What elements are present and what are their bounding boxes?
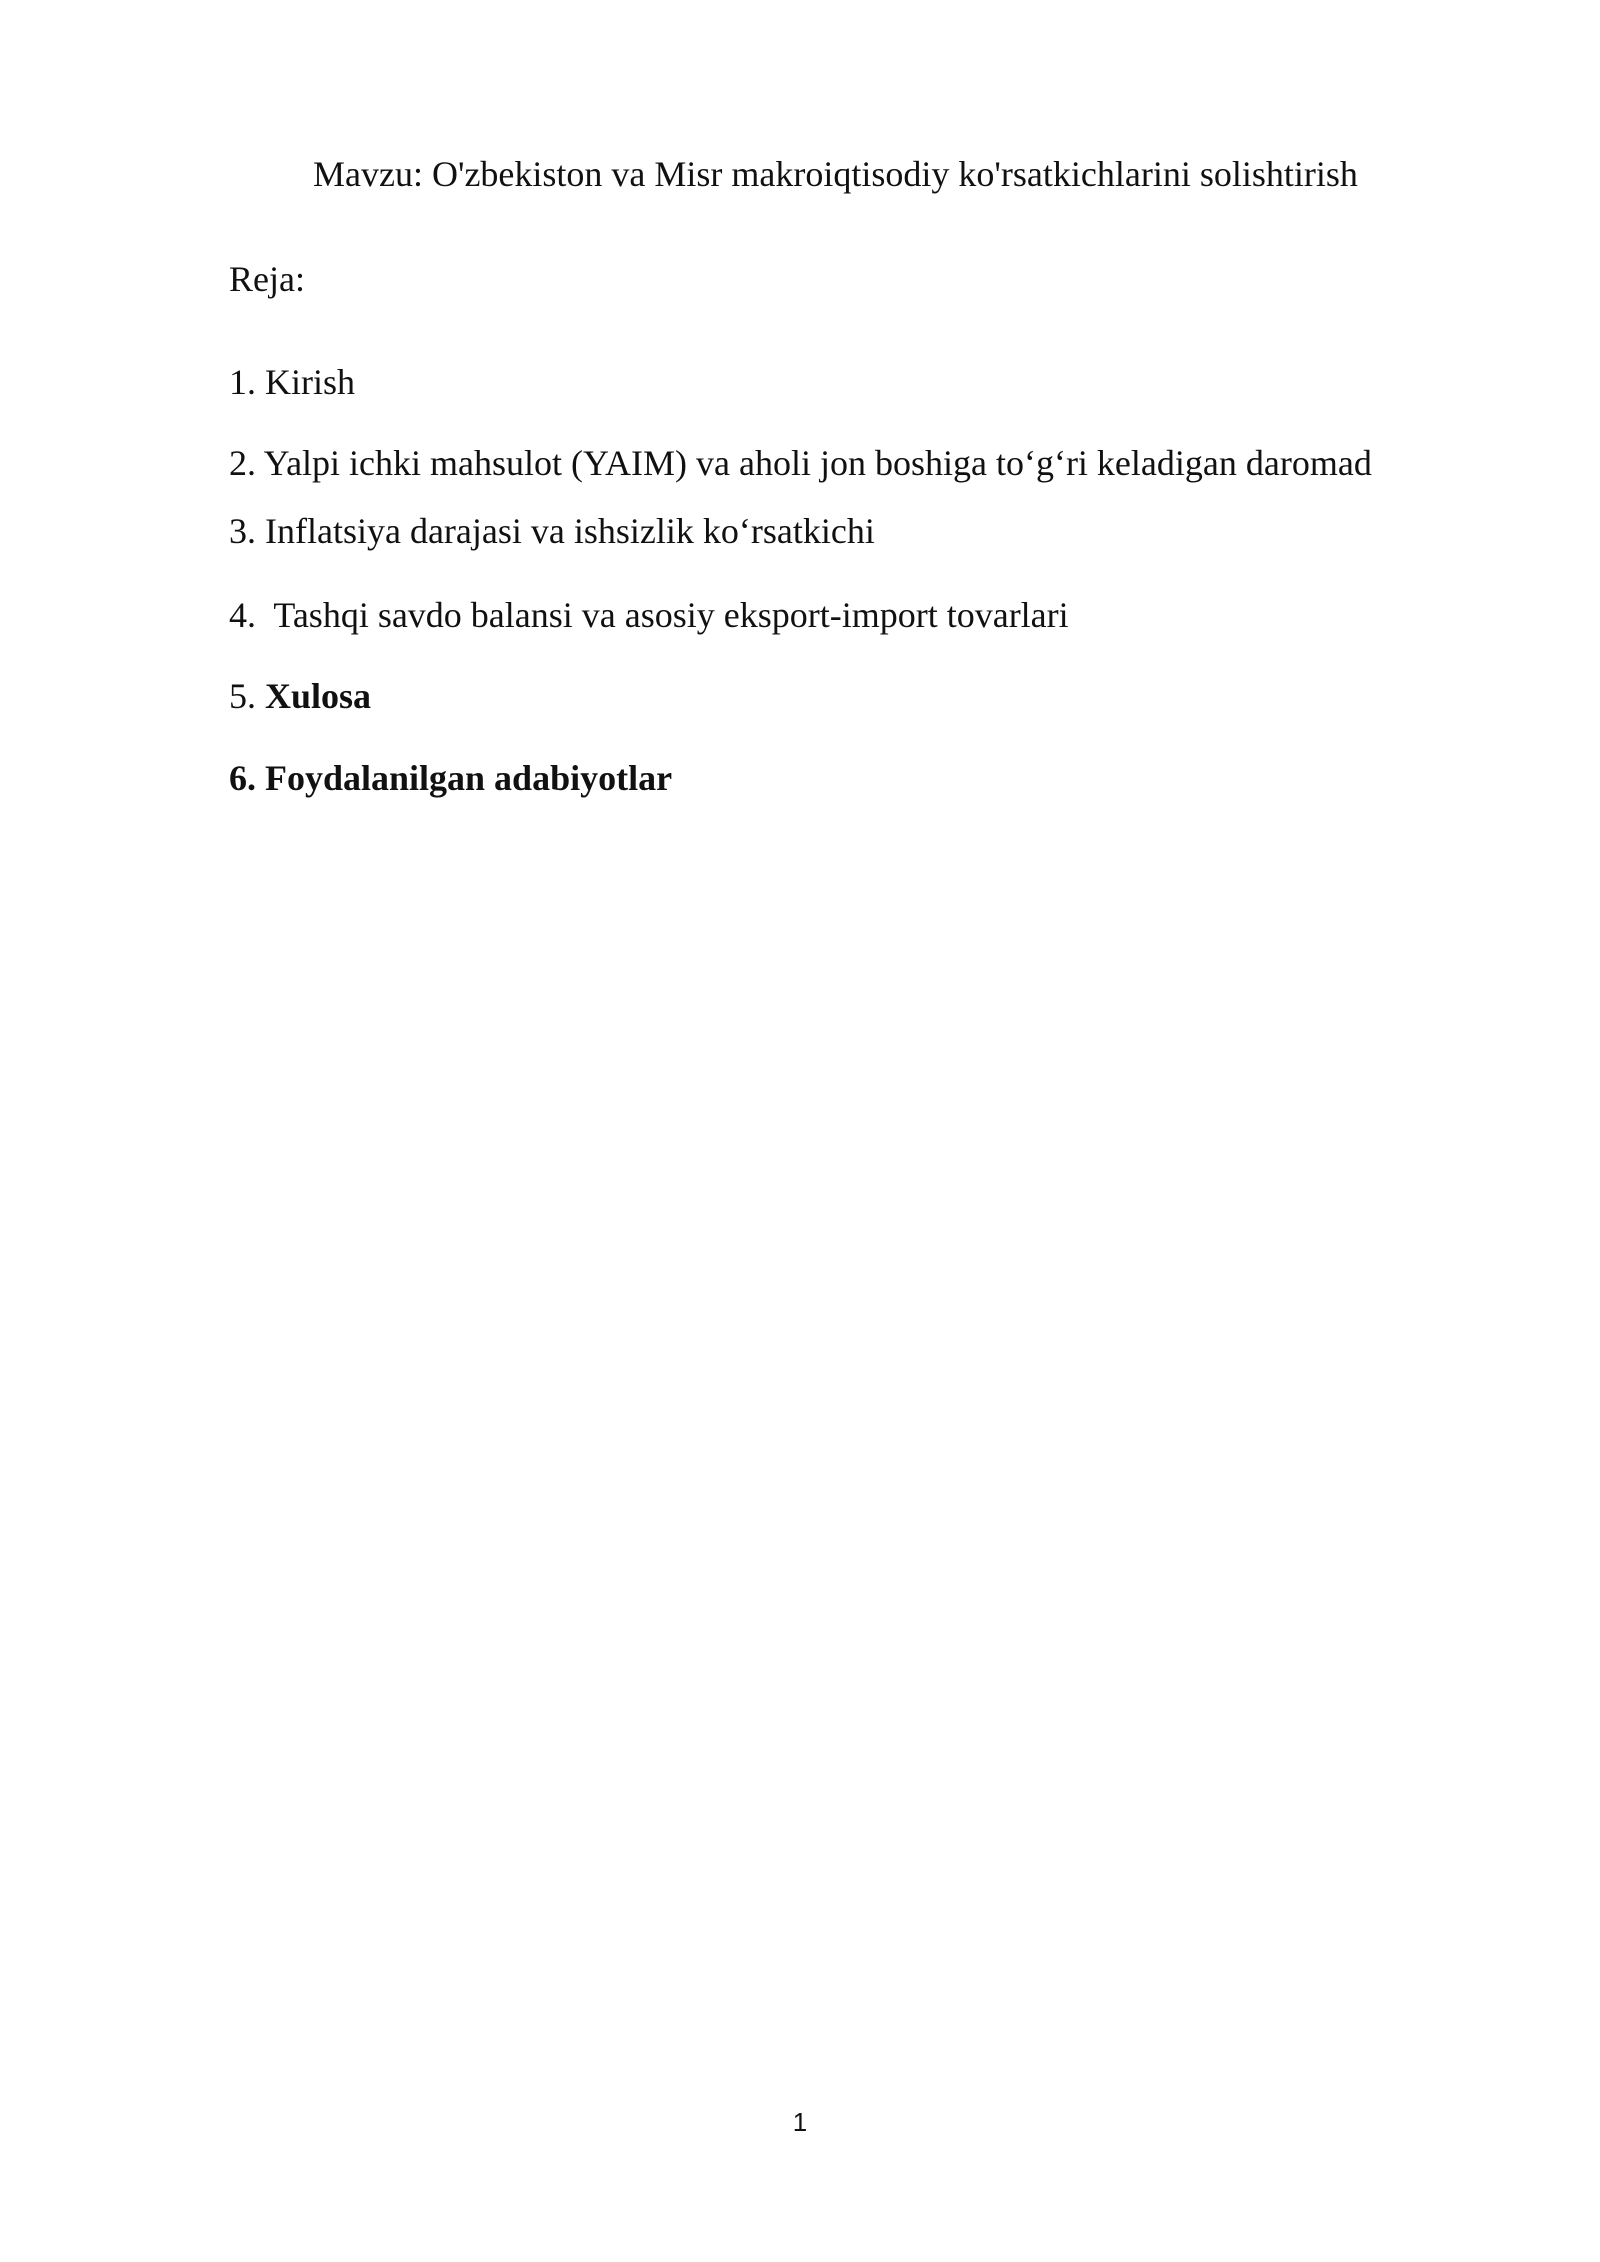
plan-item-6 (229, 754, 672, 802)
plan-item-text: Tashqi savdo balansi va asosiy eksport-import tovarlari (265, 595, 1069, 635)
plan-item-number: 5. (229, 676, 256, 716)
plan-item-text: Xulosa (265, 676, 372, 716)
plan-item-number: 2. (229, 443, 256, 483)
plan-item-5 (229, 672, 371, 720)
plan-item-number: 4. (229, 595, 256, 635)
document-title: Mavzu: O'zbekiston va Misr makroiqtisodiy ko'rsatkichlarini solishtirish (313, 154, 1358, 194)
plan-item-number: 3. (229, 511, 256, 551)
plan-item-text: Yalpi ichki mahsulot (YAIM) va aholi jon boshiga to‘g‘ri keladigan daromad (263, 443, 1372, 483)
plan-heading: Reja: (229, 259, 305, 299)
plan-item-number: 6. (229, 758, 256, 798)
plan-item-text: Foydalanilgan adabiyotlar (265, 758, 673, 798)
page-number: 1 (792, 2107, 808, 2137)
plan-item-2 (229, 439, 1372, 487)
plan-item-number: 1. (229, 362, 256, 402)
plan-item-text: Kirish (265, 362, 355, 402)
plan-item-text: Inflatsiya darajasi va ishsizlik ko‘rsatkichi (265, 511, 875, 551)
plan-item-1 (229, 358, 355, 406)
plan-item-4 (229, 591, 1069, 639)
plan-item-3 (229, 507, 875, 555)
